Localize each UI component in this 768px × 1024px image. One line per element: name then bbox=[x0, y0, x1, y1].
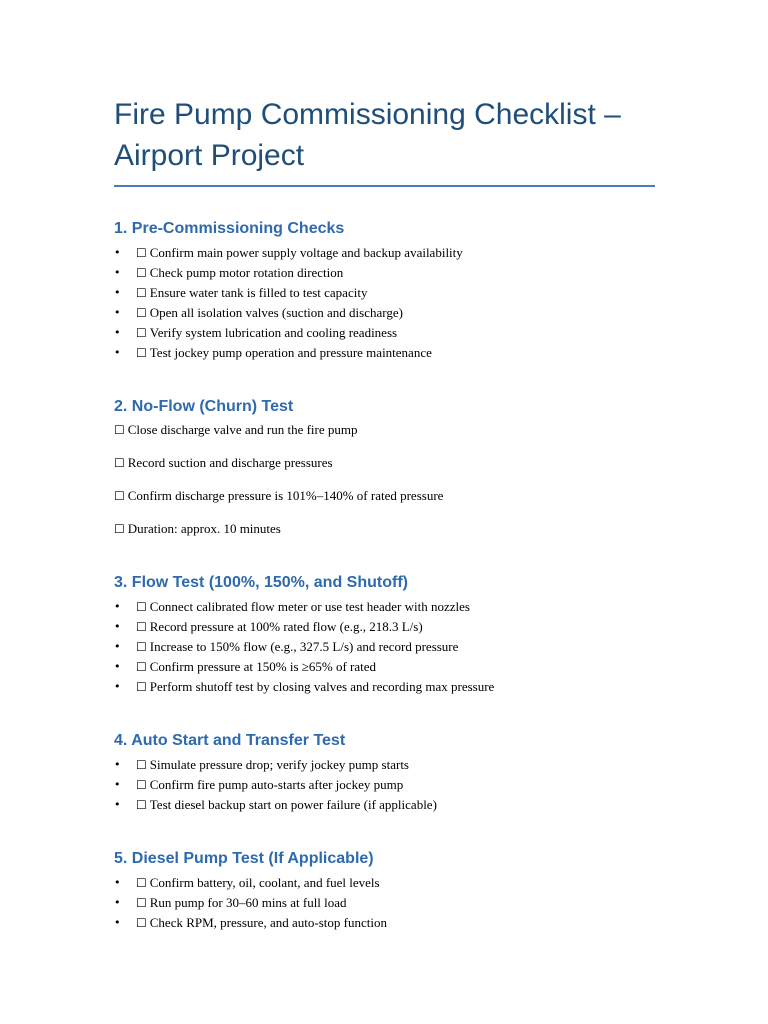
checkbox-icon: ☐ bbox=[114, 423, 125, 437]
checkbox-icon: ☐ bbox=[136, 326, 147, 340]
checklist-item-text: Simulate pressure drop; verify jockey pump starts bbox=[149, 757, 409, 772]
bullet-icon: • bbox=[114, 876, 121, 889]
bullet-icon: • bbox=[114, 640, 121, 653]
checklist-item-text: Connect calibrated flow meter or use test header with nozzles bbox=[149, 599, 470, 614]
checklist-item bbox=[114, 873, 768, 893]
checklist-item-text: Verify system lubrication and cooling readiness bbox=[149, 325, 398, 340]
checklist-item bbox=[114, 637, 768, 657]
bullet-icon: • bbox=[114, 326, 121, 339]
checkbox-icon: ☐ bbox=[136, 758, 147, 772]
section-diesel-pump-test bbox=[114, 849, 768, 933]
checklist-item bbox=[114, 913, 768, 933]
bullet-icon: • bbox=[114, 346, 121, 359]
bullet-icon: • bbox=[114, 916, 121, 929]
checklist-item bbox=[114, 597, 768, 617]
checklist bbox=[114, 420, 768, 539]
checklist bbox=[114, 873, 768, 933]
checklist-item-text: Record pressure at 100% rated flow (e.g., 218.3 L/s) bbox=[149, 619, 423, 634]
checkbox-icon: ☐ bbox=[136, 660, 147, 674]
checklist-item-text: Run pump for 30–60 mins at full load bbox=[149, 895, 347, 910]
section-heading: 2. No-Flow (Churn) Test bbox=[114, 398, 294, 415]
checklist-item bbox=[114, 775, 768, 795]
checklist bbox=[114, 597, 768, 697]
bullet-icon: • bbox=[114, 286, 121, 299]
section-heading: 3. Flow Test (100%, 150%, and Shutoff) bbox=[114, 574, 408, 591]
checklist-item bbox=[114, 243, 768, 263]
checklist-item-text: Test jockey pump operation and pressure maintenance bbox=[149, 345, 432, 360]
checklist bbox=[114, 755, 768, 815]
checklist-item bbox=[114, 303, 768, 323]
bullet-icon: • bbox=[114, 620, 121, 633]
checkbox-icon: ☐ bbox=[136, 266, 147, 280]
checklist-item-text: Open all isolation valves (suction and discharge) bbox=[149, 305, 403, 320]
bullet-icon: • bbox=[114, 600, 121, 613]
checklist-item bbox=[114, 486, 768, 506]
section-auto-start-test bbox=[114, 731, 768, 815]
bullet-icon: • bbox=[114, 306, 121, 319]
checklist-item bbox=[114, 343, 768, 363]
bullet-icon: • bbox=[114, 266, 121, 279]
checklist-item bbox=[114, 893, 768, 913]
checklist-item-text: Perform shutoff test by closing valves and recording max pressure bbox=[149, 679, 495, 694]
checklist-item-text: Confirm discharge pressure is 101%–140% of rated pressure bbox=[127, 488, 444, 503]
checklist-item bbox=[114, 657, 768, 677]
checkbox-icon: ☐ bbox=[136, 620, 147, 634]
checklist-item bbox=[114, 519, 768, 539]
checklist-item-text: Ensure water tank is filled to test capacity bbox=[149, 285, 368, 300]
section-heading: 1. Pre-Commissioning Checks bbox=[114, 220, 345, 237]
checklist-item bbox=[114, 420, 768, 440]
bullet-icon: • bbox=[114, 798, 121, 811]
checklist-item bbox=[114, 283, 768, 303]
section-heading: 4. Auto Start and Transfer Test bbox=[114, 732, 346, 749]
checklist-item-text: Check RPM, pressure, and auto-stop function bbox=[149, 915, 387, 930]
checklist-item-text: Increase to 150% flow (e.g., 327.5 L/s) and record pressure bbox=[149, 639, 459, 654]
checkbox-icon: ☐ bbox=[114, 456, 125, 470]
checkbox-icon: ☐ bbox=[136, 778, 147, 792]
checkbox-icon: ☐ bbox=[136, 916, 147, 930]
checklist-item-text: Confirm battery, oil, coolant, and fuel levels bbox=[149, 875, 380, 890]
section-heading: 5. Diesel Pump Test (If Applicable) bbox=[114, 850, 374, 867]
checklist-item bbox=[114, 263, 768, 283]
checklist-item bbox=[114, 323, 768, 343]
checklist bbox=[114, 243, 768, 363]
checklist-item-text: Duration: approx. 10 minutes bbox=[127, 521, 281, 536]
checklist-item-text: Confirm fire pump auto-starts after jockey pump bbox=[149, 777, 404, 792]
checkbox-icon: ☐ bbox=[114, 489, 125, 503]
checklist-item bbox=[114, 755, 768, 775]
checklist-item-text: Record suction and discharge pressures bbox=[127, 455, 333, 470]
checklist-item bbox=[114, 677, 768, 697]
bullet-icon: • bbox=[114, 758, 121, 771]
title-divider bbox=[114, 185, 655, 187]
checkbox-icon: ☐ bbox=[136, 286, 147, 300]
checklist-item-text: Confirm main power supply voltage and backup availability bbox=[149, 245, 463, 260]
checklist-item-text: Confirm pressure at 150% is ≥65% of rated bbox=[149, 659, 377, 674]
checklist-item-text: Close discharge valve and run the fire pump bbox=[127, 422, 358, 437]
checkbox-icon: ☐ bbox=[136, 876, 147, 890]
section-churn-test bbox=[114, 397, 768, 539]
bullet-icon: • bbox=[114, 778, 121, 791]
checkbox-icon: ☐ bbox=[136, 246, 147, 260]
section-flow-test bbox=[114, 573, 768, 697]
bullet-icon: • bbox=[114, 660, 121, 673]
checklist-item-text: Check pump motor rotation direction bbox=[149, 265, 344, 280]
checkbox-icon: ☐ bbox=[136, 600, 147, 614]
checklist-item-text: Test diesel backup start on power failure (if applicable) bbox=[149, 797, 437, 812]
checkbox-icon: ☐ bbox=[136, 896, 147, 910]
checkbox-icon: ☐ bbox=[136, 346, 147, 360]
checklist-item bbox=[114, 453, 768, 473]
bullet-icon: • bbox=[114, 246, 121, 259]
checkbox-icon: ☐ bbox=[136, 640, 147, 654]
checkbox-icon: ☐ bbox=[136, 680, 147, 694]
checkbox-icon: ☐ bbox=[136, 306, 147, 320]
checkbox-icon: ☐ bbox=[136, 798, 147, 812]
checklist-item bbox=[114, 617, 768, 637]
checklist-item bbox=[114, 795, 768, 815]
section-pre-commissioning bbox=[114, 219, 768, 363]
checkbox-icon: ☐ bbox=[114, 522, 125, 536]
bullet-icon: • bbox=[114, 680, 121, 693]
page-title: Fire Pump Commissioning Checklist – Airport Project bbox=[114, 98, 621, 172]
bullet-icon: • bbox=[114, 896, 121, 909]
